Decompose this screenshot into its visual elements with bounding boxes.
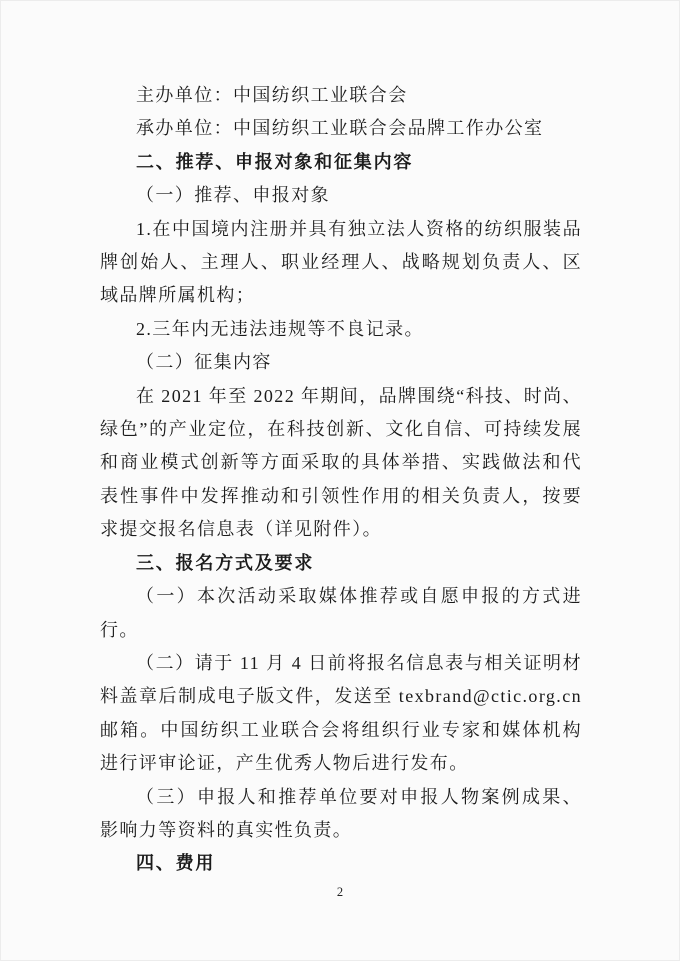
heading-section-2: 二、推荐、申报对象和征集内容 (136, 151, 414, 172)
paragraph-collection-content: 在 2021 年至 2022 年期间，品牌围绕“科技、时尚、绿色”的产业定位，在科技创新、文化自信、可持续发展和商业模式创新等方面采取的具体举措、实践做法和代表性事件中发挥推动和引领性作用的相关负责人，按要求提交报名信息表（详见附件）。 (100, 385, 582, 540)
paragraph-host-organization: 主办单位：中国纺织工业联合会 (136, 85, 408, 105)
page-number: 2 (336, 885, 344, 899)
heading-section-4: 四、费用 (136, 853, 216, 874)
paragraph-item-2: 2.三年内无违法违规等不良记录。 (136, 318, 424, 339)
paragraph-item-1: 1.在中国境内注册并具有独立法人资格的纺织服装品牌创始人、主理人、职业经理人、战略规划负责人、区域品牌所属机构； (100, 218, 582, 306)
paragraph-subsection-2-2-title: （二）征集内容 (136, 352, 272, 373)
paragraph-subsection-3-1: （一）本次活动采取媒体推荐或自愿申报的方式进行。 (100, 586, 582, 640)
paragraph-subsection-3-3: （三）申报人和推荐单位要对申报人物案例成果、影响力等资料的真实性负责。 (100, 786, 582, 840)
heading-section-3: 三、报名方式及要求 (136, 552, 315, 573)
document-body (100, 79, 582, 881)
paragraph-subsection-2-1-title: （一）推荐、申报对象 (136, 185, 330, 206)
paragraph-organizer: 承办单位：中国纺织工业联合会品牌工作办公室 (136, 118, 544, 139)
paragraph-subsection-3-2: （二）请于 11 月 4 日前将报名信息表与相关证明材料盖章后制成电子版文件，发送至 texbrand@ctic.org.cn 邮箱。中国纺织工业联合会将组织行业专家和媒体机构进行评审论证，产生优秀人物后进行发布。 (100, 652, 582, 774)
